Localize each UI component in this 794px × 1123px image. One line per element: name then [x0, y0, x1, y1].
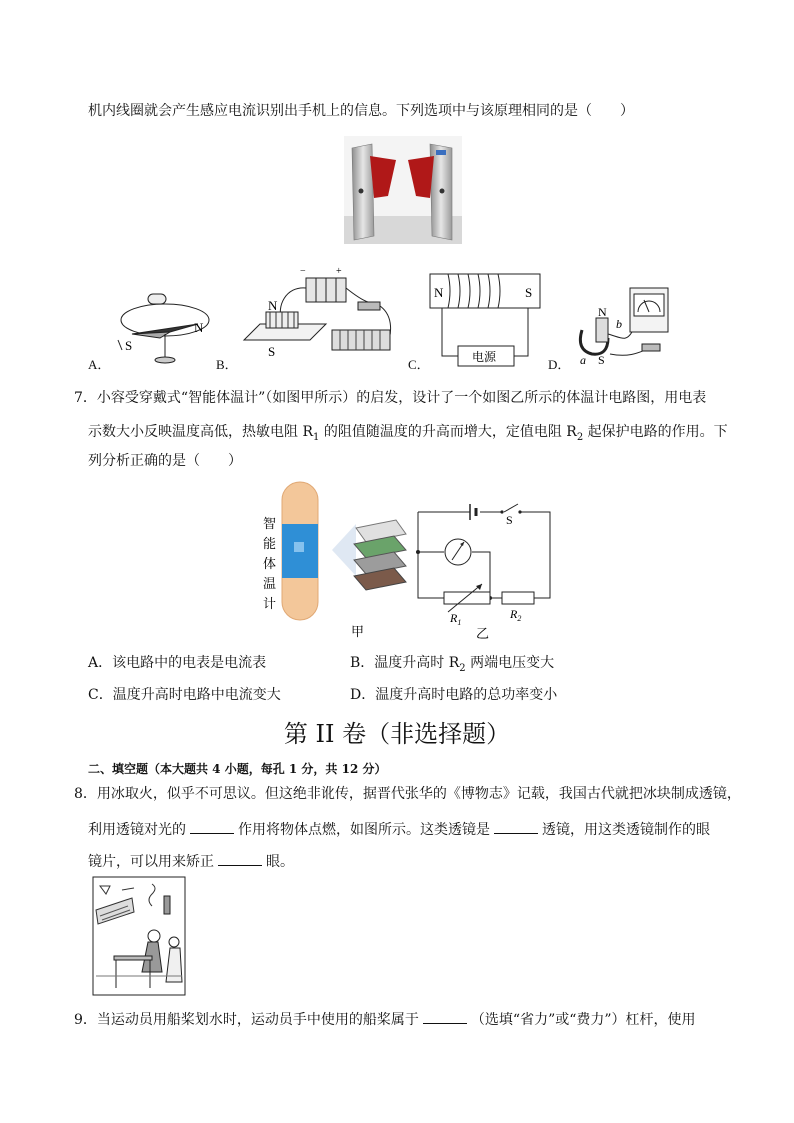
option-d-a-label: a: [580, 353, 586, 367]
q8-line2: 利用透镜对光的 作用将物体点燃，如图所示。这类透镜是 透镜，用这类透镜制作的眼: [88, 819, 710, 839]
smart-thermometer-figure: [256, 480, 422, 640]
svg-text:+: +: [336, 266, 342, 277]
ticket-gate-image: [344, 136, 462, 244]
option-a-figure: [110, 288, 220, 372]
q6-text: 机内线圈就会产生感应电流识别出手机上的信息。下列选项中与该原理相同的是（ ）: [88, 103, 634, 119]
q8-blank-3[interactable]: [218, 851, 262, 866]
option-a-label: A．: [88, 357, 111, 372]
compass-n-label: N: [194, 320, 204, 335]
ice-lens-illustration: [92, 876, 186, 996]
power-source-label: 电源: [472, 350, 497, 364]
q7-line1: 7．小容受穿戴式“智能体温计”（如图甲所示）的启发，设计了一个如图乙所示的体温计电路图，用电表: [74, 390, 707, 406]
thermometer-char-4: 温: [263, 576, 277, 591]
q7-option-d: D．温度升高时电路的总功率变小: [350, 687, 558, 703]
q9-blank-1[interactable]: [423, 1009, 467, 1024]
q8-blank-1[interactable]: [190, 819, 234, 834]
q7-option-a: A．该电路中的电表是电流表: [88, 655, 267, 671]
option-d-figure: [570, 282, 674, 368]
section-title: 第 II 卷（非选择题）: [283, 720, 511, 748]
solenoid-s-label: S: [525, 285, 533, 300]
circuit-diagram: [410, 498, 560, 640]
q7-line2: 示数大小反映温度高低，热敏电阻 $R_1$ 的阻值随温度的升高而增大，定值电阻 $R_2$ 起保护电路的作用。下: [88, 424, 728, 443]
option-d-b-label: b: [616, 317, 622, 331]
q8-line1: 8．用冰取火，似乎不可思议。但这绝非讹传，据晋代张华的《博物志》记载，我国古代就把冰块制成透镜，: [74, 786, 741, 802]
option-d-label: D．: [548, 357, 571, 372]
figure-jia-label: 甲: [351, 624, 365, 639]
option-c-figure: [428, 270, 544, 368]
thermometer-char-3: 体: [263, 556, 277, 571]
figure-yi-label: 乙: [476, 626, 490, 640]
compass-s-label: S: [125, 338, 133, 353]
option-b-label: B．: [216, 357, 238, 372]
thermometer-char-2: 能: [263, 536, 277, 551]
electromagnet-n-label: N: [268, 298, 278, 313]
svg-text:−: −: [300, 266, 306, 277]
r1-label: $R_1$: [450, 611, 462, 627]
solenoid-n-label: N: [434, 285, 444, 300]
r2-label: $R_2$: [510, 607, 522, 623]
q7-option-b: B．温度升高时 $R_2$ 两端电压变大: [350, 655, 555, 674]
q9-line1: 9．当运动员用船桨划水时，运动员手中使用的船桨属于 （选填“省力”或“费力”）杠杆，使用: [74, 1009, 696, 1029]
option-d-s-label: S: [598, 353, 605, 367]
q8-line3: 镜片，可以用来矫正 眼。: [88, 851, 294, 871]
fill-in-section-title: 二、填空题（本大题共 4 小题，每孔 1 分，共 12 分）: [88, 762, 387, 776]
thermometer-char-5: 计: [263, 596, 277, 611]
option-b-figure: [236, 266, 396, 366]
option-d-n-label: N: [598, 305, 607, 319]
thermometer-char-1: 智: [263, 516, 277, 531]
switch-label: S: [506, 513, 513, 527]
q8-blank-2[interactable]: [494, 819, 538, 834]
q7-option-c: C．温度升高时电路中电流变大: [88, 687, 281, 703]
q7-line3: 列分析正确的是（ ）: [88, 453, 242, 469]
option-c-label: C．: [408, 357, 430, 372]
electromagnet-s-label: S: [268, 344, 276, 359]
